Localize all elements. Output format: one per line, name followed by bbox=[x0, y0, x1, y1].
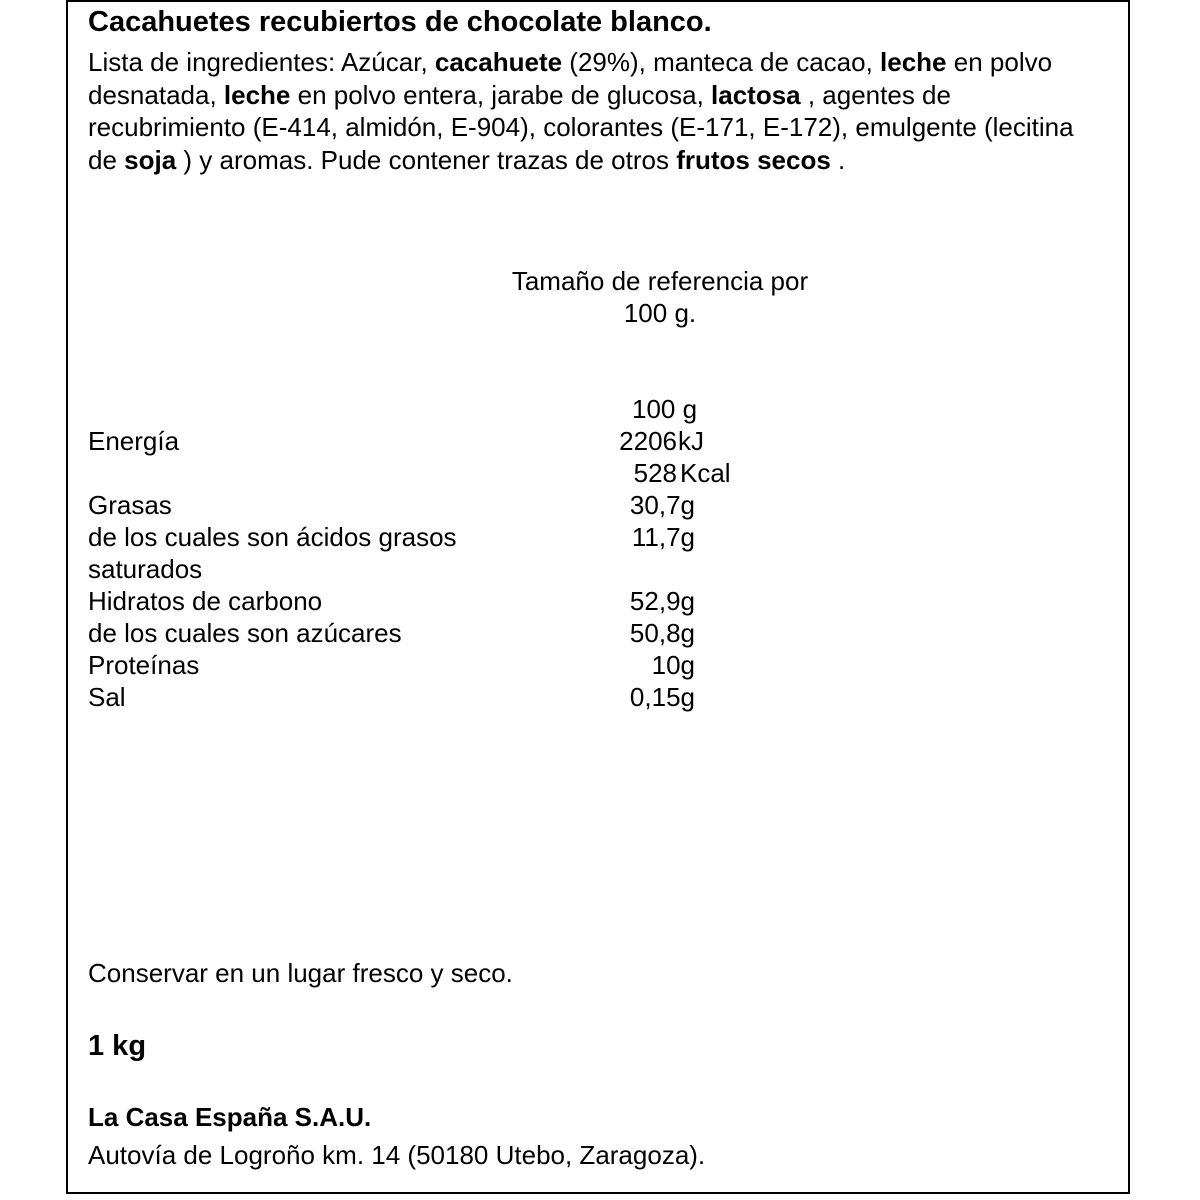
company-address: Autovía de Logroño km. 14 (50180 Utebo, Zaragoza). bbox=[88, 1140, 706, 1170]
allergen-highlight: lactosa bbox=[711, 79, 801, 110]
storage-instructions: Conservar en un lugar fresco y seco. bbox=[88, 958, 513, 988]
sugars-value: 50,8g bbox=[629, 618, 695, 648]
company-name: La Casa España S.A.U. bbox=[88, 1102, 372, 1132]
allergen-highlight: frutos secos bbox=[676, 144, 831, 175]
energy-label: Energía bbox=[88, 426, 180, 456]
net-weight: 1 kg bbox=[88, 1030, 147, 1062]
ingredients-text: . bbox=[830, 144, 846, 175]
product-title: Cacahuetes recubiertos de chocolate blanco. bbox=[88, 6, 712, 38]
fat-value: 30,7g bbox=[629, 490, 695, 520]
ingredients-list bbox=[88, 46, 1088, 176]
energy-kj-value: 2206 bbox=[619, 426, 677, 456]
carbs-label: Hidratos de carbono bbox=[88, 586, 323, 616]
saturates-value: 11,7g bbox=[631, 522, 695, 552]
sugars-label: de los cuales son azúcares bbox=[88, 618, 402, 648]
ingredients-text: Lista de ingredientes: Azúcar, bbox=[88, 47, 435, 77]
allergen-highlight: leche bbox=[880, 47, 947, 77]
protein-label: Proteínas bbox=[88, 650, 200, 680]
ingredients-text: en polvo desnatada, bbox=[88, 47, 1053, 110]
energy-kj-unit: kJ bbox=[678, 426, 704, 456]
reference-size-line2: 100 g. bbox=[623, 298, 697, 328]
carbs-value: 52,9g bbox=[629, 586, 695, 616]
salt-label: Sal bbox=[88, 682, 126, 712]
ingredients-text: , agentes de recubrimiento (E-414, almidón, E-904), colorantes (E-171, E-172), emulgente (lecitina de bbox=[88, 79, 1074, 175]
reference-size-line1: Tamaño de referencia por bbox=[511, 266, 809, 296]
allergen-highlight: cacahuete bbox=[434, 47, 563, 77]
ingredients-text: (29%), manteca de cacao, bbox=[562, 47, 881, 77]
fat-label: Grasas bbox=[88, 490, 172, 520]
protein-value: 10g bbox=[651, 650, 695, 680]
salt-value: 0,15g bbox=[629, 682, 695, 712]
saturates-label-line1: de los cuales son ácidos grasos bbox=[88, 522, 457, 552]
saturates-label-line2: saturados bbox=[88, 554, 203, 584]
energy-kcal-value: 528 bbox=[633, 458, 677, 488]
ingredients-text: ) y aromas. Pude contener trazas de otros bbox=[176, 144, 677, 175]
ingredients-text: en polvo entera, jarabe de glucosa, bbox=[290, 79, 712, 110]
reference-size bbox=[460, 265, 860, 329]
column-header: 100 g bbox=[632, 394, 698, 424]
allergen-highlight: soja bbox=[124, 144, 177, 175]
energy-kcal-unit: Kcal bbox=[680, 458, 731, 488]
allergen-highlight: leche bbox=[223, 79, 291, 110]
